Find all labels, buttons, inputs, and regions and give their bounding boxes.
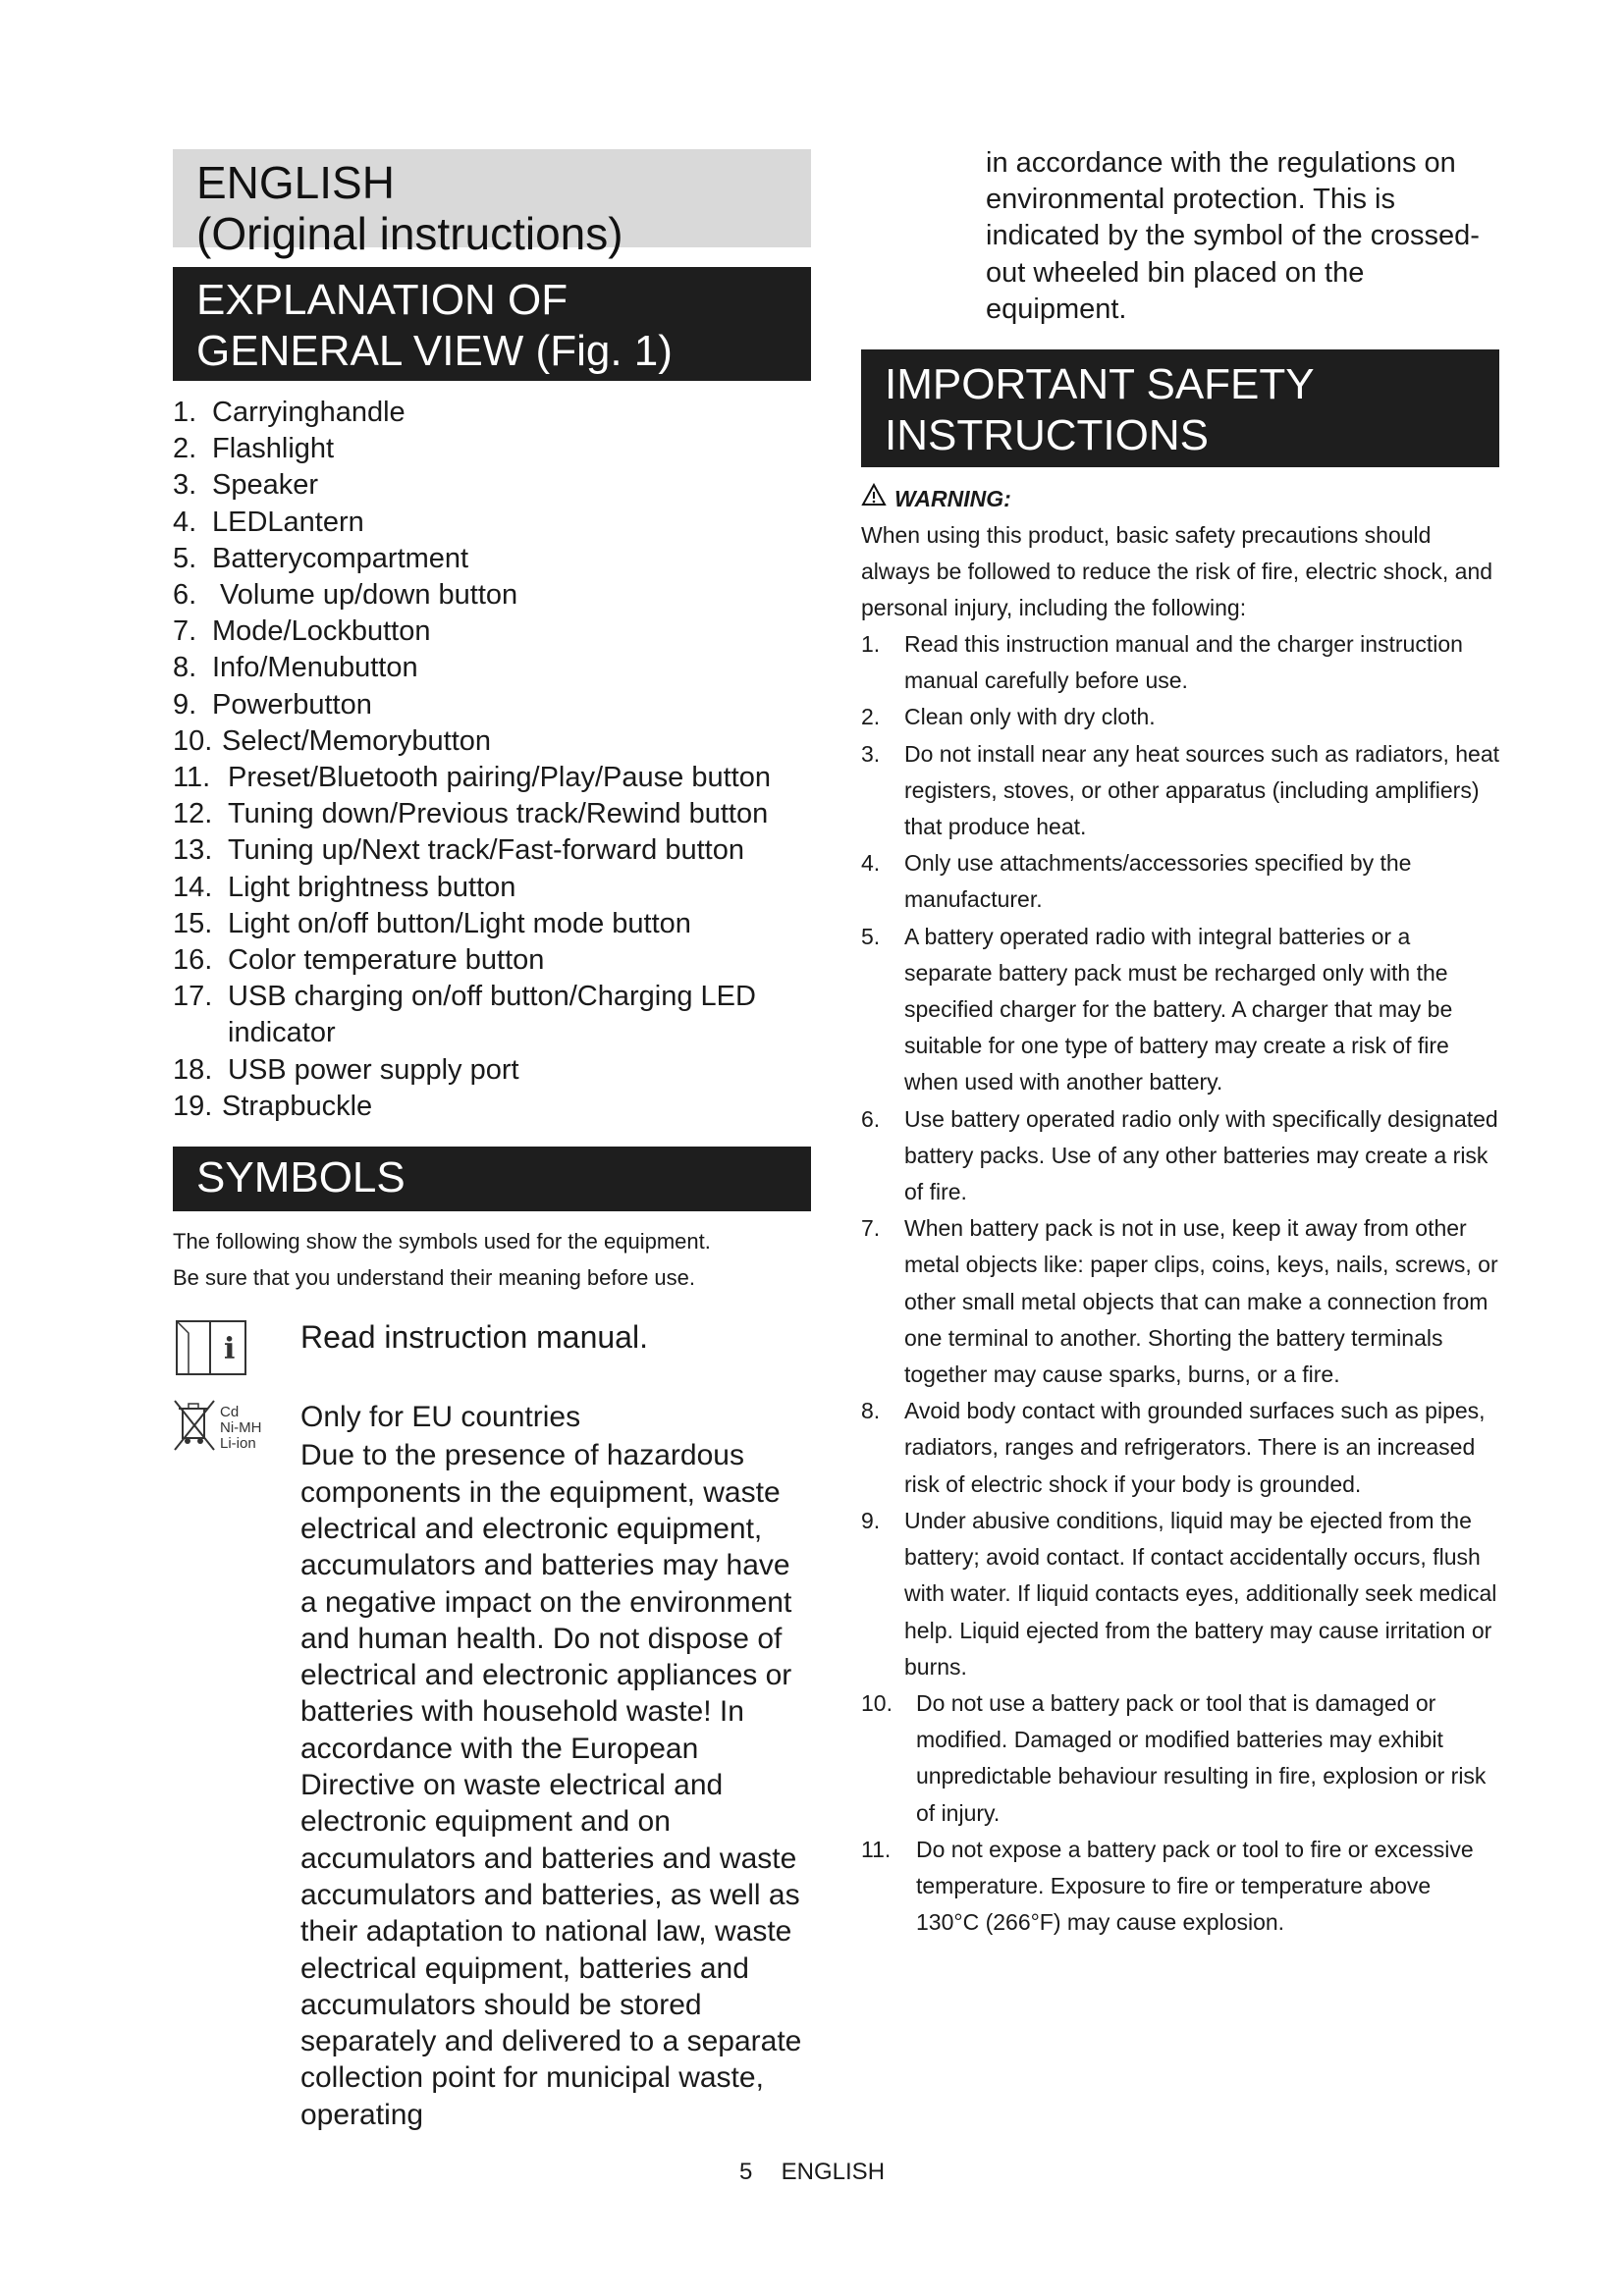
safety-header [861, 349, 1499, 467]
bin-label-nimh: Ni-MH [220, 1419, 262, 1437]
item-text: Batterycompartment [212, 542, 469, 574]
list-item [861, 919, 1499, 1101]
symbols-intro-line1: The following show the symbols used for the equipment. [173, 1229, 711, 1255]
safety-header-line1: IMPORTANT SAFETY [885, 360, 1315, 409]
left-column [173, 149, 811, 2133]
eu-symbol-text [300, 1399, 811, 2133]
item-number: 7. [173, 615, 197, 648]
item-text: Select/Memorybutton [222, 724, 492, 757]
list-item [173, 467, 811, 504]
item-text: Volume up/down button [212, 579, 518, 612]
item-text: Light brightness button [228, 871, 516, 903]
item-number: 17. [173, 981, 213, 1013]
list-item [861, 736, 1499, 846]
item-text: Clean only with dry cloth. [904, 704, 1156, 730]
item-number: 11. [861, 1836, 892, 1862]
symbol-row-manual [173, 1317, 811, 1383]
warning-intro: When using this product, basic safety precautions should always be followed to reduce the risk of fire, electric shock, and personal injury, including the following: [861, 522, 1493, 621]
list-item [173, 541, 811, 577]
footer-language: ENGLISH [781, 2159, 886, 2185]
item-number: 5. [173, 542, 197, 574]
list-item [173, 1052, 811, 1089]
item-number: 13. [173, 834, 213, 867]
warning-label [861, 483, 1499, 513]
item-number: 19. [173, 1090, 213, 1122]
item-text: Strapbuckle [222, 1090, 373, 1122]
warning-label-text: WARNING: [894, 485, 1011, 511]
list-item [173, 906, 811, 942]
item-text: Do not use a battery pack or tool that is damaged or modified. Damaged or modified batteries may exhibit unpredictable behaviour resulting in fire, explosion or risk of injury. [916, 1689, 1487, 1826]
list-item [861, 1393, 1499, 1503]
list-item [173, 505, 811, 541]
item-text: Info/Menubutton [212, 652, 418, 684]
item-number: 9. [861, 1507, 881, 1533]
symbols-intro-line2: Be sure that you understand their meaning before use. [173, 1265, 696, 1291]
list-item [173, 796, 811, 832]
item-number: 3. [173, 469, 197, 502]
list-item [173, 431, 811, 467]
item-text: Do not expose a battery pack or tool to fire or excessive temperature. Exposure to fire or temperature above 130°C (266°F) may cause explosion. [916, 1836, 1474, 1936]
list-item [173, 723, 811, 760]
item-text: Mode/Lockbutton [212, 615, 431, 648]
eu-title: Only for EU countries [300, 1401, 581, 1434]
item-text: Powerbutton [212, 688, 372, 721]
safety-list [861, 626, 1499, 1941]
manual-symbol-text: Read instruction manual. [300, 1319, 648, 1356]
title-subtitle: (Original instructions) [196, 208, 623, 259]
list-item [173, 870, 811, 906]
list-item [861, 1503, 1499, 1685]
item-text: Light on/off button/Light mode button [228, 907, 691, 939]
item-number: 15. [173, 907, 213, 939]
right-column [861, 145, 1499, 1941]
symbols-intro [173, 1223, 811, 1296]
item-number: 7. [861, 1215, 881, 1242]
list-item [173, 1089, 811, 1125]
item-text: Only use attachments/accessories specified by the manufacturer. [904, 850, 1412, 913]
safety-header-line2: INSTRUCTIONS [885, 411, 1209, 460]
list-item [173, 942, 811, 979]
item-text: Tuning up/Next track/Fast-forward button [228, 834, 744, 867]
instruction-manual-icon [173, 1317, 300, 1383]
item-number: 11. [173, 762, 211, 794]
item-number: 1. [173, 397, 197, 428]
item-number: 9. [173, 688, 197, 721]
bin-label-liion: Li-ion [220, 1435, 256, 1453]
item-number: 3. [861, 740, 881, 767]
item-number: 2. [861, 704, 881, 730]
item-text: Color temperature button [228, 944, 545, 977]
item-number: 6. [173, 579, 197, 612]
item-text: USB power supply port [228, 1053, 519, 1086]
page-footer [0, 2158, 1624, 2187]
parts-list [173, 395, 811, 1125]
item-number: 4. [173, 506, 197, 538]
item-number: 6. [861, 1105, 881, 1132]
list-item [173, 650, 811, 686]
item-text: Flashlight [212, 433, 335, 465]
list-item [173, 832, 811, 869]
item-text: When battery pack is not in use, keep it away from other metal objects like: paper clips, coins, keys, nails, screws, or other small metal objects that can make a connection from one terminal to another. Shorting the battery terminals together may cause sparks, burns, or a fire. [904, 1215, 1498, 1388]
item-number: 10. [861, 1689, 893, 1716]
item-text: Avoid body contact with grounded surfaces such as pipes, radiators, ranges and refrigerators. There is an increased risk of electric shock if your body is grounded. [904, 1398, 1486, 1497]
list-item [861, 1101, 1499, 1211]
item-number: 18. [173, 1053, 213, 1086]
item-text: LEDLantern [212, 506, 364, 538]
list-item [173, 395, 811, 431]
list-item [173, 614, 811, 650]
item-text: Preset/Bluetooth pairing/Play/Pause button [228, 762, 771, 794]
list-item [861, 699, 1499, 735]
item-text: Tuning down/Previous track/Rewind button [228, 798, 769, 830]
symbol-row-bin [173, 1399, 811, 2133]
item-text: Use battery operated radio only with specifically designated battery packs. Use of any other batteries may create a risk of fire. [904, 1105, 1498, 1205]
item-text: Carryinghandle [212, 397, 406, 428]
item-number: 14. [173, 871, 213, 903]
bin-label-cd: Cd [220, 1404, 240, 1421]
item-number: 5. [861, 923, 881, 949]
symbols-header [173, 1147, 811, 1211]
crossed-out-wheeled-bin-icon [173, 1399, 300, 2133]
item-number: 10. [173, 724, 213, 757]
title-language: ENGLISH [196, 157, 395, 208]
list-item [861, 1685, 1499, 1832]
list-item [173, 577, 811, 614]
explanation-header-line1: EXPLANATION OF [196, 276, 568, 324]
warning-triangle-icon [861, 483, 887, 513]
list-item [173, 979, 811, 1051]
list-item [861, 1210, 1499, 1393]
svg-text:i: i [224, 1332, 236, 1367]
symbols-header-text: SYMBOLS [196, 1153, 406, 1202]
item-number: 16. [173, 944, 213, 977]
document-title [173, 149, 811, 259]
list-item [861, 845, 1499, 918]
item-text: Do not install near any heat sources such as radiators, heat registers, stoves, or other apparatus (including amplifiers) that produce heat. [904, 740, 1500, 840]
list-item [861, 626, 1499, 699]
item-text: Under abusive conditions, liquid may be ejected from the battery; avoid contact. If contact accidentally occurs, flush with water. If liquid contacts eyes, additionally seek medical help. Liquid ejected from the battery may cause irritation or burns. [904, 1507, 1497, 1680]
list-item [173, 760, 811, 796]
item-number: 12. [173, 798, 213, 830]
item-text: Read this instruction manual and the charger instruction manual carefully before use. [904, 631, 1463, 694]
explanation-header-line2: GENERAL VIEW (Fig. 1) [196, 327, 673, 375]
item-text: A battery operated radio with integral batteries or a separate battery pack must be recharged only with the specified charger for the battery. A charger that may be suitable for one type of battery may create a risk of fire when used with another battery. [904, 923, 1453, 1095]
item-text: Speaker [212, 469, 319, 502]
item-number: 2. [173, 433, 197, 465]
item-number: 8. [861, 1398, 881, 1424]
item-number: 8. [173, 652, 197, 684]
eu-text: Due to the presence of hazardous components in the equipment, waste electrical and electronic equipment, accumulators and batteries may have a negative impact on the environment and human health. Do not dispose of electrical and electronic appliances or batteries with household waste! In accordance with the European Directive on waste electrical and electronic equipment and on accumulators and batteries and waste accumulators and batteries, as well as their adaptation to national law, waste electrical equipment, batteries and accumulators should be stored separately and delivered to a separate collection point for municipal waste, operating [300, 1439, 802, 2131]
explanation-header [173, 267, 811, 381]
eu-text-continued: in accordance with the regulations on environmental protection. This is indicated by the symbol of the crossed-out wheeled bin placed on the equipment. [986, 147, 1480, 325]
page-number: 5 [738, 2159, 753, 2185]
list-item [861, 1832, 1499, 1942]
item-number: 1. [861, 631, 881, 658]
item-number: 4. [861, 850, 881, 877]
list-item [173, 687, 811, 723]
item-text: USB charging on/off button/Charging LED indicator [228, 981, 756, 1049]
